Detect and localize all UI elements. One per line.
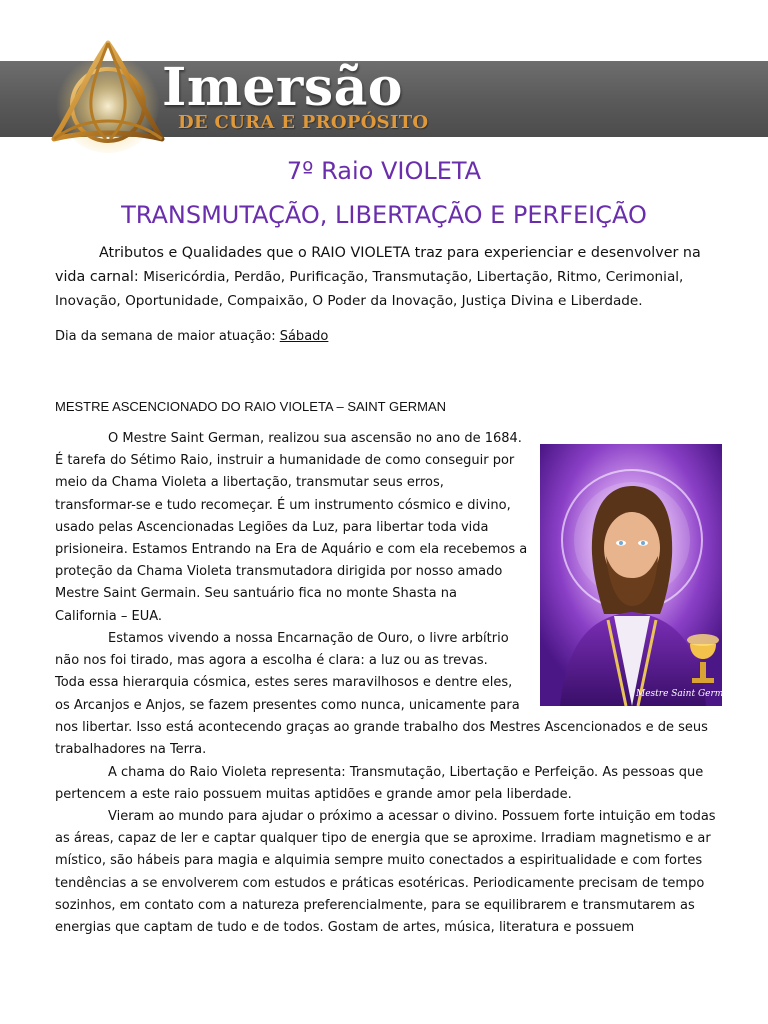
intro-line-1: Atributos e Qualidades que o RAIO VIOLETA traz para experienciar e desenvolver na [99,245,701,261]
body-paragraph-1 [55,428,527,628]
intro-line-3: Inovação, Oportunidade, Compaixão, O Poder da Inovação, Justiça Divina e Liberdade. [55,293,643,309]
body-line: energias que captam de tudo e de todos. Gostam de artes, música, literatura e possuem [55,920,635,936]
brand-subtitle: DE CURA E PROPÓSITO [178,112,429,133]
intro-line-2-qualities: Misericórdia, Perdão, Purificação, Transmutação, Libertação, Ritmo, Cerimonial, [143,269,684,285]
body-line: usado pelas Ascencionadas Legiões da Luz, para libertar toda vida [55,519,489,535]
weekday-line [55,327,328,347]
body-line: O Mestre Saint German, realizou sua ascensão no ano de 1684. [108,431,522,446]
body-line: A chama do Raio Violeta representa: Transmutação, Libertação e Perfeição. As pessoas que [108,765,704,780]
body-line: nos libertar. Isso está acontecendo graças ao grande trabalho dos Mestres Ascencionados e de seus [55,719,708,735]
brand-title: Imersão [162,57,403,118]
section-heading: MESTRE ASCENCIONADO DO RAIO VIOLETA – SAINT GERMAN [55,399,447,414]
body-line: sozinhos, em contato com a natureza preferencialmente, para se equilibrarem e transmutarem as [55,897,695,913]
body-line: Toda essa hierarquia cósmica, estes seres maravilhosos e dentre eles, [55,675,513,691]
body-paragraph-3 [55,762,703,806]
body-line: proteção da Chama Violeta transmutadora dirigida por nosso amado [55,564,503,580]
body-line: meio da Chama Violeta a libertação, transmutar seus erros, [55,475,444,491]
body-line: transformar-se e tudo recomeçar. É um instrumento cósmico e divino, [55,497,511,513]
body-line: California – EUA. [55,608,163,624]
body-paragraph-4 [55,806,716,939]
body-line: não nos foi tirado, mas agora a escolha é clara: a luz ou as trevas. [55,653,488,669]
body-line: pertencem a este raio possuem muitas aptidões e grande amor pela liberdade. [55,787,572,803]
body-line: as áreas, capaz de ler e captar qualquer tipo de energia que se aproxime. Irradiam magnetismo e ar [55,831,711,847]
body-line: prisioneira. Estamos Entrando na Era de Aquário e com ela recebemos a [55,542,528,558]
portrait-caption: Mestre Saint Germain [636,689,738,699]
body-line: trabalhadores na Terra. [55,742,207,758]
weekday-label: Dia da semana de maior atuação: [55,329,280,344]
weekday-value: Sábado [279,329,329,344]
body-paragraph-2 [55,628,708,761]
ray-title: 7º Raio VIOLETA [286,157,482,185]
intro-paragraph [55,241,723,313]
triquetra-logo-icon [40,35,176,153]
body-line: Vieram ao mundo para ajudar o próximo a acessar o divino. Possuem forte intuição em todas [108,809,716,824]
body-line: os Arcanjos e Anjos, se fazem presentes como nunca, unicamente para [55,697,520,713]
body-line: Mestre Saint Germain. Seu santuário fica no monte Shasta na [55,586,457,602]
ray-attributes-title: TRANSMUTAÇÃO, LIBERTAÇÃO E PERFEIÇÃO [121,201,647,229]
body-line: Estamos vivendo a nossa Encarnação de Ouro, o livre arbítrio [108,631,509,646]
body-line: místico, são hábeis para magia e alquimia sempre muito conectados a espiritualidade e com fortes [55,853,703,869]
intro-line-2-prefix: vida carnal: [55,269,144,285]
body-line: tendências a se envolverem com estudos e práticas esotéricas. Periodicamente precisam de tempo [55,875,705,891]
body-line: É tarefa do Sétimo Raio, instruir a humanidade de como conseguir por [55,453,515,469]
